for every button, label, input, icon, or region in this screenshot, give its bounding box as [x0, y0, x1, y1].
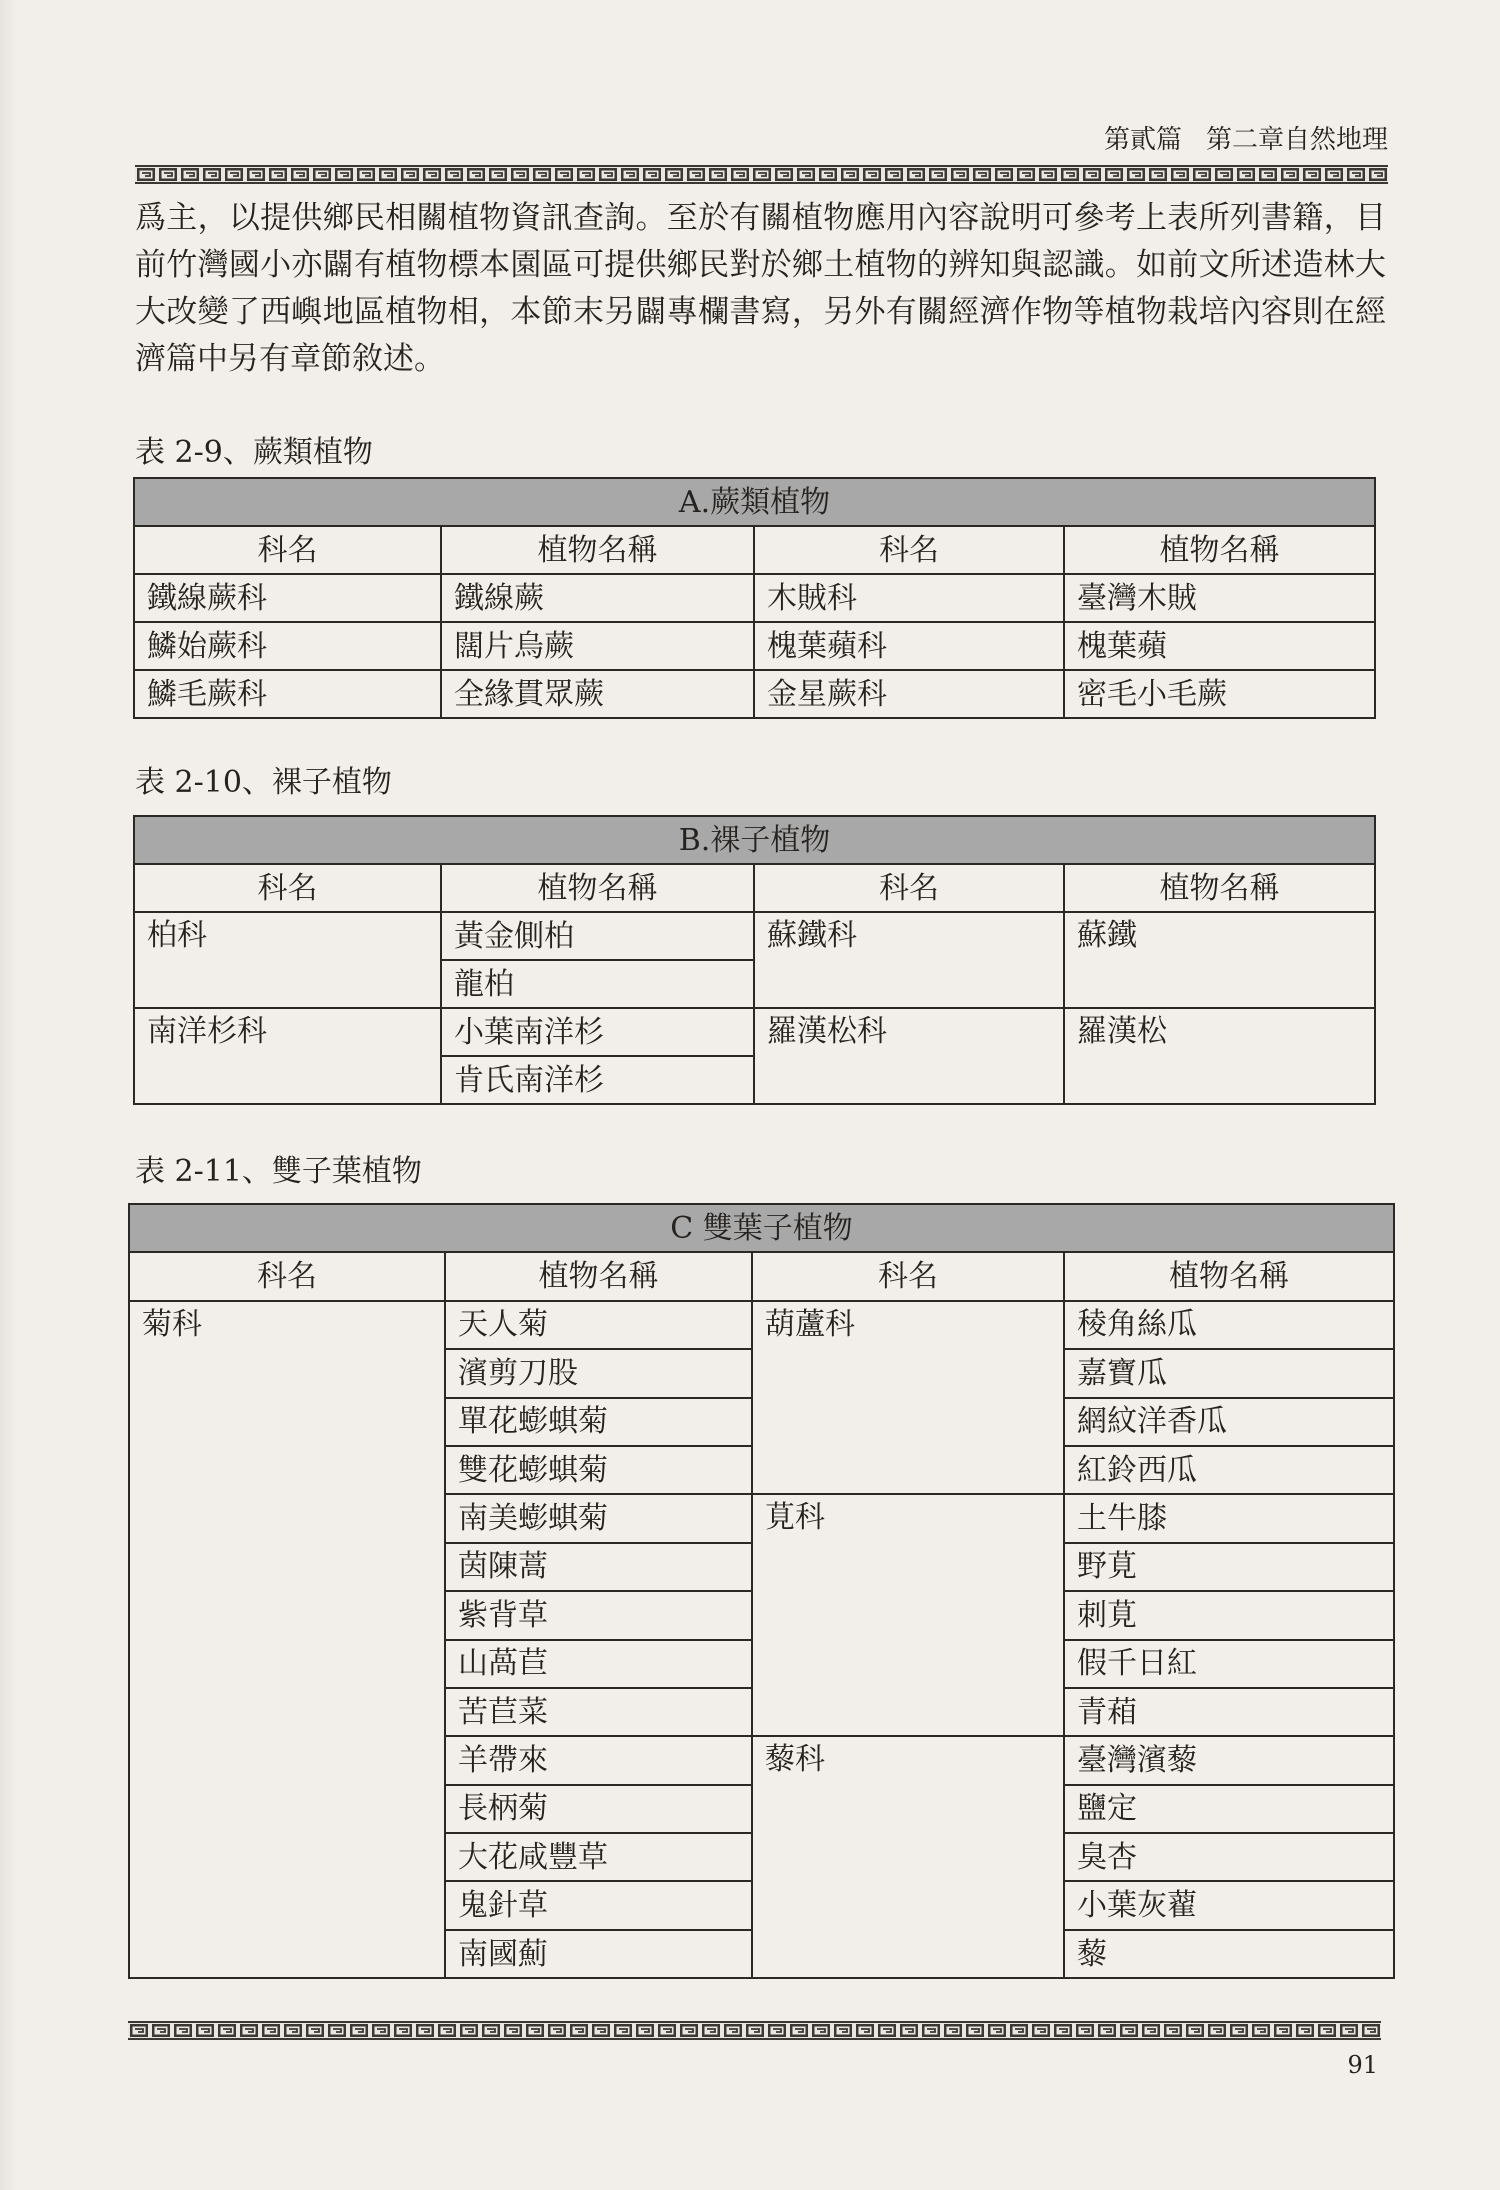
plant-cell: 密毛小毛蕨: [1064, 670, 1375, 718]
family-cell: [134, 912, 441, 1008]
plant-cell: 鐵線蕨: [441, 574, 754, 622]
family-cell: [752, 1301, 1064, 1495]
table-title-row: [129, 1204, 1394, 1252]
column-header-plant: 植物名稱: [1064, 864, 1375, 912]
column-header-row: [129, 1252, 1394, 1300]
plant-cell: 南美蟛蜞菊: [445, 1494, 752, 1542]
plant-cell: [1064, 912, 1375, 1008]
family-cell: 木賊科: [754, 574, 1064, 622]
plant-cell: 茵陳蒿: [445, 1543, 752, 1591]
column-header-row: [134, 526, 1375, 574]
plant-cell: 單花蟛蜞菊: [445, 1398, 752, 1446]
plant-label: 蘇鐵: [1077, 918, 1137, 953]
plant-cell: 青葙: [1064, 1688, 1394, 1736]
plant-cell: 臭杏: [1064, 1833, 1394, 1881]
plant-cell: 假千日紅: [1064, 1640, 1394, 1688]
plant-cell: 天人菊: [445, 1301, 752, 1349]
table-row: [134, 622, 1375, 670]
family-cell: [754, 912, 1064, 1008]
plant-cell: 長柄菊: [445, 1785, 752, 1833]
running-header: [1104, 124, 1388, 156]
table-title-row: [134, 478, 1375, 526]
plant-cell: 藜: [1064, 1930, 1394, 1978]
column-header-plant: 植物名稱: [441, 526, 754, 574]
family-cell: [134, 1008, 441, 1104]
table-caption-gymnosperm: 表 2-10、裸子植物: [135, 765, 392, 800]
plant-cell: 濱剪刀股: [445, 1349, 752, 1397]
plant-cell: 槐葉蘋: [1064, 622, 1375, 670]
family-cell: 槐葉蘋科: [754, 622, 1064, 670]
table-row: [134, 574, 1375, 622]
plant-cell: 紫背草: [445, 1591, 752, 1639]
plant-cell: [1064, 1008, 1375, 1104]
plant-cell: 全緣貫眾蕨: [441, 670, 754, 718]
table-row: [134, 1008, 1375, 1056]
family-label: 蘇鐵科: [767, 918, 857, 953]
paragraph-line: 前竹灣國小亦闢有植物標本園區可提供鄉民對於鄉土植物的辨知與認識。如前文所述造林大: [135, 247, 1386, 283]
gymnosperm-table: [133, 815, 1376, 1105]
family-label: 藜科: [765, 1742, 825, 1778]
column-header-family: 科名: [134, 526, 441, 574]
plant-cell: 大花咸豐草: [445, 1833, 752, 1881]
paragraph-line: 濟篇中另有章節敘述。: [135, 341, 445, 377]
table-title: B.裸子植物: [134, 816, 1375, 864]
plant-cell: 土牛膝: [1064, 1494, 1394, 1542]
column-header-family: 科名: [754, 526, 1064, 574]
plant-cell: 小葉灰藋: [1064, 1881, 1394, 1929]
plant-cell: 野莧: [1064, 1543, 1394, 1591]
plant-cell: 網紋洋香瓜: [1064, 1398, 1394, 1446]
decorative-border-top: [135, 165, 1388, 184]
fern-table: [133, 477, 1376, 719]
family-label: 菊科: [142, 1306, 202, 1342]
plant-cell: 小葉南洋杉: [441, 1008, 754, 1056]
table-title-row: [134, 816, 1375, 864]
plant-cell: 鬼針草: [445, 1881, 752, 1929]
family-cell: 鱗毛蕨科: [134, 670, 441, 718]
plant-cell: 黃金側柏: [441, 912, 754, 960]
column-header-family: 科名: [752, 1252, 1064, 1300]
family-label: 葫蘆科: [765, 1306, 855, 1342]
part-title: 第貳篇: [1103, 125, 1182, 155]
column-header-plant: 植物名稱: [1064, 1252, 1394, 1300]
column-header-row: [134, 864, 1375, 912]
table-caption-fern: 表 2-9、蕨類植物: [135, 435, 373, 470]
family-label: 柏科: [147, 918, 207, 953]
table-row: [134, 670, 1375, 718]
family-cell: [754, 1008, 1064, 1104]
table-title: A.蕨類植物: [134, 478, 1375, 526]
paragraph-line: 爲主，以提供鄉民相關植物資訊查詢。至於有關植物應用內容說明可參考上表所列書籍，目: [135, 200, 1386, 236]
family-cell: 鱗始蕨科: [134, 622, 441, 670]
plant-cell: 稜角絲瓜: [1064, 1301, 1394, 1349]
family-cell: 鐵線蕨科: [134, 574, 441, 622]
plant-cell: 闊片烏蕨: [441, 622, 754, 670]
plant-cell: 雙花蟛蜞菊: [445, 1446, 752, 1494]
family-cell: [752, 1494, 1064, 1736]
table-title: C 雙葉子植物: [129, 1204, 1394, 1252]
table-caption-dicot: 表 2-11、雙子葉植物: [135, 1154, 422, 1189]
plant-cell: 山萵苣: [445, 1640, 752, 1688]
column-header-family: 科名: [754, 864, 1064, 912]
plant-cell: 刺莧: [1064, 1591, 1394, 1639]
dicot-table: [128, 1203, 1395, 1979]
column-header-plant: 植物名稱: [441, 864, 754, 912]
paragraph-line: 大改變了西嶼地區植物相，本節末另闢專欄書寫，另外有關經濟作物等植物栽培內容則在經: [135, 294, 1386, 330]
column-header-plant: 植物名稱: [445, 1252, 752, 1300]
family-label: 莧科: [765, 1500, 825, 1536]
decorative-border-bottom: [128, 2021, 1381, 2040]
plant-cell: 肯氏南洋杉: [441, 1056, 754, 1104]
table-row: [134, 912, 1375, 960]
plant-cell: 嘉寶瓜: [1064, 1349, 1394, 1397]
plant-cell: 臺灣濱藜: [1064, 1736, 1394, 1784]
plant-cell: 龍柏: [441, 960, 754, 1008]
plant-cell: 鹽定: [1064, 1785, 1394, 1833]
plant-cell: 臺灣木賊: [1064, 574, 1375, 622]
table-row: [129, 1301, 1394, 1349]
family-cell: 金星蕨科: [754, 670, 1064, 718]
plant-cell: 苦苣菜: [445, 1688, 752, 1736]
column-header-family: 科名: [134, 864, 441, 912]
family-cell: [129, 1301, 445, 1978]
plant-label: 羅漢松: [1077, 1014, 1167, 1049]
plant-cell: 南國薊: [445, 1930, 752, 1978]
plant-cell: 羊帶來: [445, 1736, 752, 1784]
plant-cell: 紅鈴西瓜: [1064, 1446, 1394, 1494]
intro-paragraph: [135, 195, 1386, 383]
family-label: 羅漢松科: [767, 1014, 887, 1049]
family-cell: [752, 1736, 1064, 1978]
column-header-family: 科名: [129, 1252, 445, 1300]
chapter-title: 第二章自然地理: [1205, 125, 1388, 155]
page-number: 91: [1347, 2051, 1378, 2079]
column-header-plant: 植物名稱: [1064, 526, 1375, 574]
family-label: 南洋杉科: [147, 1014, 267, 1049]
